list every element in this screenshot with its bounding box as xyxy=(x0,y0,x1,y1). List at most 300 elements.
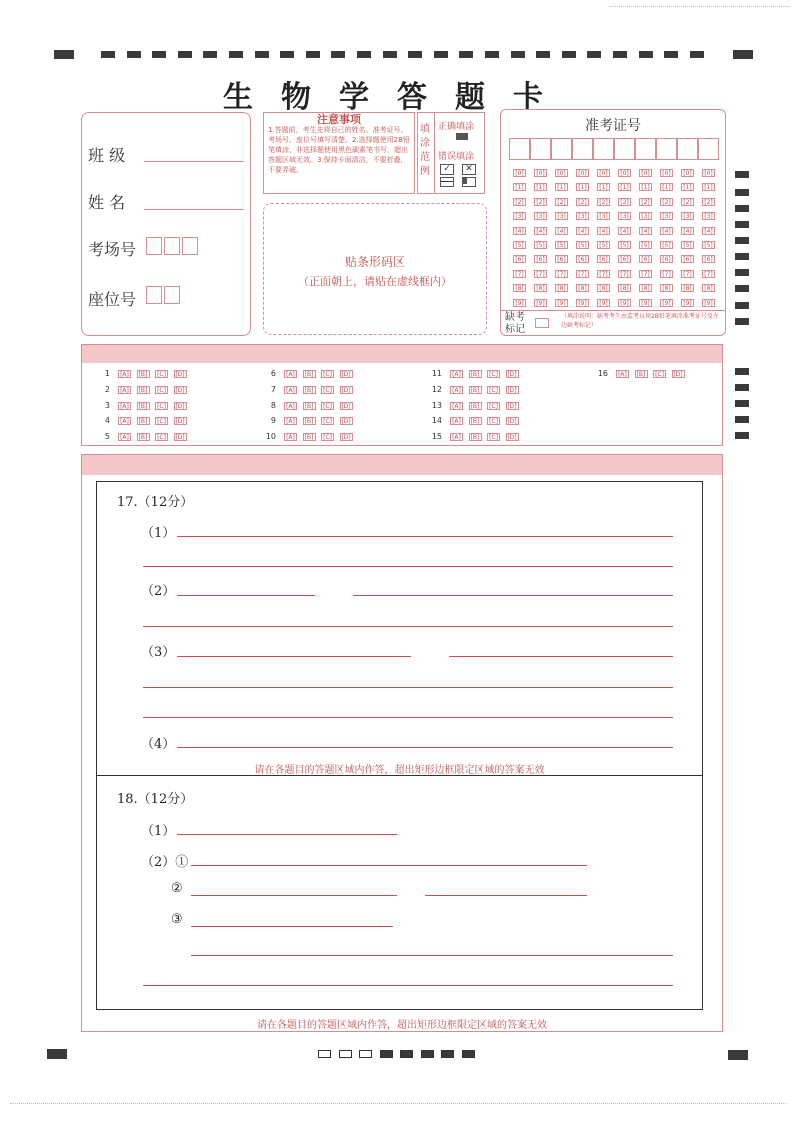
admission-bubble[interactable]: [6] xyxy=(534,255,547,263)
option-bubble[interactable]: [D] xyxy=(175,418,185,426)
option-bubble[interactable]: [B] xyxy=(303,402,316,410)
q18-sub-2: （2）① xyxy=(141,855,189,870)
timing-mark xyxy=(735,237,749,244)
student-info-box xyxy=(81,112,251,336)
option-bubble[interactable]: [D] xyxy=(507,418,517,426)
admission-bubble[interactable]: [9] xyxy=(597,299,610,307)
admission-bubble[interactable]: [3] xyxy=(597,212,610,220)
option-bubble[interactable]: [B] xyxy=(137,370,150,378)
option-bubble[interactable]: [C] xyxy=(487,417,500,425)
q17-2-answer-line[interactable] xyxy=(143,626,673,627)
admission-digit-box[interactable] xyxy=(677,138,698,160)
admission-bubble[interactable]: [1] xyxy=(534,183,547,191)
admission-bubble[interactable]: [8] xyxy=(555,284,568,292)
barcode-hint: （正面朝上，请贴在虚线框内） xyxy=(298,275,452,288)
option-bubble[interactable]: [A] xyxy=(284,370,297,378)
q18-2-answer-line[interactable] xyxy=(191,865,587,866)
q17-2-answer-line[interactable] xyxy=(353,595,673,596)
option-bubble[interactable]: [C] xyxy=(487,402,500,410)
class-field[interactable] xyxy=(144,161,244,162)
question-number: 10 xyxy=(265,432,276,442)
top-dotted-line xyxy=(610,6,790,7)
option-bubble[interactable]: [C] xyxy=(321,386,334,394)
timing-mark xyxy=(735,384,749,391)
admission-bubble[interactable]: [5] xyxy=(534,241,547,249)
timing-mark xyxy=(735,269,749,276)
question-number: 4 xyxy=(104,416,110,426)
question-number: 14 xyxy=(431,416,442,426)
timing-mark xyxy=(735,189,749,196)
admission-bubble[interactable]: [4] xyxy=(639,227,652,235)
timing-mark xyxy=(511,51,525,58)
option-bubble[interactable]: [D] xyxy=(507,386,517,394)
admission-bubble[interactable]: [7] xyxy=(597,270,610,278)
admission-bubble[interactable]: [0] xyxy=(555,169,568,177)
admission-bubble[interactable]: [2] xyxy=(597,198,610,206)
timing-mark xyxy=(229,51,243,58)
option-bubble[interactable]: [A] xyxy=(450,386,463,394)
timing-mark xyxy=(664,51,678,58)
option-bubble[interactable]: [A] xyxy=(118,402,131,410)
fill-example-box xyxy=(417,112,485,194)
admission-digit-box[interactable] xyxy=(698,138,719,160)
timing-mark xyxy=(408,51,422,58)
option-bubble[interactable]: [D] xyxy=(507,402,517,410)
option-bubble[interactable]: [C] xyxy=(487,433,500,441)
admission-digit-box[interactable] xyxy=(635,138,656,160)
admission-bubble[interactable]: [0] xyxy=(702,169,715,177)
class-label: 班 级 xyxy=(88,146,126,165)
timing-mark xyxy=(536,51,550,58)
admission-bubble[interactable]: [6] xyxy=(639,255,652,263)
admission-bubble[interactable]: [9] xyxy=(702,299,715,307)
admission-bubble[interactable]: [7] xyxy=(702,270,715,278)
admission-bubble[interactable]: [4] xyxy=(597,227,610,235)
option-bubble[interactable]: [B] xyxy=(303,433,316,441)
code-mark xyxy=(380,1050,393,1058)
q18-warning: 请在各题目的答题区域内作答，超出矩形边框限定区域的答案无效 xyxy=(257,1020,547,1031)
admission-bubble[interactable]: [7] xyxy=(618,270,631,278)
option-bubble[interactable]: [D] xyxy=(507,434,517,442)
q17-3-answer-line[interactable] xyxy=(143,717,673,718)
admission-bubble[interactable]: [1] xyxy=(660,183,673,191)
admission-bubble[interactable]: [4] xyxy=(534,227,547,235)
admission-bubble[interactable]: [8] xyxy=(639,284,652,292)
timing-mark xyxy=(735,432,749,439)
option-bubble[interactable]: [D] xyxy=(175,434,185,442)
admission-bubble[interactable]: [2] xyxy=(681,198,694,206)
seat-box[interactable] xyxy=(146,286,162,304)
admission-bubble[interactable]: [3] xyxy=(660,212,673,220)
option-bubble[interactable]: [B] xyxy=(303,417,316,425)
admission-bubble[interactable]: [0] xyxy=(618,169,631,177)
code-mark xyxy=(339,1050,352,1058)
option-bubble[interactable]: [A] xyxy=(118,417,131,425)
q17-q18-divider xyxy=(97,775,702,776)
q17-3-answer-line[interactable] xyxy=(449,656,673,657)
seat-box[interactable] xyxy=(164,286,180,304)
admission-bubble[interactable]: [7] xyxy=(534,270,547,278)
admission-bubble[interactable]: [4] xyxy=(702,227,715,235)
bottom-dotted-line xyxy=(10,1103,786,1104)
absent-note: （填涂说明：缺考考生由监考员用2B铅笔填涂准考证号及左边缺考标记） xyxy=(561,313,719,329)
admission-bubble[interactable]: [6] xyxy=(576,255,589,263)
admission-digit-box[interactable] xyxy=(572,138,593,160)
wrong-fill-label: 错误填涂 xyxy=(438,152,475,162)
exam-room-label: 考场号 xyxy=(88,240,137,259)
admission-bubble[interactable]: [9] xyxy=(555,299,568,307)
code-mark xyxy=(441,1050,454,1058)
q17-1-answer-line[interactable] xyxy=(143,566,673,567)
timing-mark xyxy=(562,51,576,58)
option-bubble[interactable]: [B] xyxy=(469,433,482,441)
admission-digit-box[interactable] xyxy=(656,138,677,160)
admission-number-box xyxy=(500,109,726,336)
option-bubble[interactable]: [D] xyxy=(341,386,351,394)
admission-bubble[interactable]: [4] xyxy=(513,227,526,235)
admission-bubble[interactable]: [6] xyxy=(597,255,610,263)
admission-bubble[interactable]: [8] xyxy=(597,284,610,292)
timing-mark xyxy=(255,51,269,58)
option-bubble[interactable]: [B] xyxy=(635,370,648,378)
check-mark-icon: ✓ xyxy=(440,164,454,175)
option-bubble[interactable]: [A] xyxy=(450,370,463,378)
admission-bubble[interactable]: [7] xyxy=(660,270,673,278)
admission-bubble[interactable]: [1] xyxy=(702,183,715,191)
option-bubble[interactable]: [B] xyxy=(303,386,316,394)
timing-mark xyxy=(735,400,749,407)
admission-bubble[interactable]: [5] xyxy=(660,241,673,249)
code-mark xyxy=(462,1050,475,1058)
q18-1-answer-line[interactable] xyxy=(177,834,397,835)
option-bubble[interactable]: [B] xyxy=(469,417,482,425)
admission-bubble[interactable]: [5] xyxy=(702,241,715,249)
admission-bubble[interactable]: [9] xyxy=(660,299,673,307)
q18-2b-answer-line[interactable] xyxy=(425,895,587,896)
q18-2b-answer-line[interactable] xyxy=(191,895,397,896)
admission-bubble[interactable]: [8] xyxy=(660,284,673,292)
admission-bubble[interactable]: [3] xyxy=(513,212,526,220)
admission-bubble[interactable]: [9] xyxy=(681,299,694,307)
admission-title: 准考证号 xyxy=(585,118,641,134)
option-bubble[interactable]: [C] xyxy=(321,433,334,441)
timing-mark xyxy=(735,416,749,423)
admission-bubble[interactable]: [5] xyxy=(555,241,568,249)
timing-mark xyxy=(203,51,217,58)
timing-mark xyxy=(357,51,371,58)
option-bubble[interactable]: [A] xyxy=(616,370,629,378)
admission-bubble[interactable]: [0] xyxy=(681,169,694,177)
admission-bubble[interactable]: [4] xyxy=(618,227,631,235)
exam-room-box[interactable] xyxy=(146,237,162,255)
admission-digit-box[interactable] xyxy=(509,138,530,160)
admission-bubble[interactable]: [8] xyxy=(681,284,694,292)
q18-answer-line[interactable] xyxy=(143,985,673,986)
option-bubble[interactable]: [B] xyxy=(137,417,150,425)
timing-mark xyxy=(735,205,749,212)
option-bubble[interactable]: [D] xyxy=(341,371,351,378)
half-fill-mark-icon xyxy=(462,177,476,187)
q18-answer-line[interactable] xyxy=(191,955,673,956)
option-bubble[interactable]: [B] xyxy=(469,386,482,394)
option-bubble[interactable]: [A] xyxy=(284,433,297,441)
admission-bubble[interactable]: [8] xyxy=(702,284,715,292)
admission-digit-box[interactable] xyxy=(614,138,635,160)
admission-bubble[interactable]: [3] xyxy=(534,212,547,220)
option-bubble[interactable]: [D] xyxy=(341,402,351,410)
admission-bubble[interactable]: [7] xyxy=(681,270,694,278)
admission-bubble[interactable]: [1] xyxy=(639,183,652,191)
admission-bubble[interactable]: [3] xyxy=(702,212,715,220)
admission-bubble[interactable]: [2] xyxy=(702,198,715,206)
option-bubble[interactable]: [B] xyxy=(137,433,150,441)
option-bubble[interactable]: [A] xyxy=(118,433,131,441)
timing-mark xyxy=(733,50,753,59)
timing-mark xyxy=(485,51,499,58)
timing-mark xyxy=(459,51,473,58)
timing-mark xyxy=(587,51,601,58)
admission-bubble[interactable]: [2] xyxy=(534,198,547,206)
option-bubble[interactable]: [C] xyxy=(321,417,334,425)
question-number: 9 xyxy=(270,416,276,426)
code-mark xyxy=(400,1050,413,1058)
option-bubble[interactable]: [C] xyxy=(487,386,500,394)
admission-bubble[interactable]: [4] xyxy=(660,227,673,235)
admission-bubble[interactable]: [2] xyxy=(660,198,673,206)
admission-bubble[interactable]: [5] xyxy=(513,241,526,249)
barcode-area[interactable] xyxy=(263,203,487,335)
admission-bubble[interactable]: [7] xyxy=(555,270,568,278)
cross-mark-icon: ✕ xyxy=(462,164,476,175)
corner-mark xyxy=(728,1050,748,1060)
admission-bubble[interactable]: [8] xyxy=(618,284,631,292)
timing-mark xyxy=(735,171,749,178)
admission-bubble[interactable]: [4] xyxy=(555,227,568,235)
code-mark xyxy=(359,1050,372,1058)
option-bubble[interactable]: [D] xyxy=(175,402,185,410)
timing-mark xyxy=(735,302,749,309)
option-bubble[interactable]: [C] xyxy=(155,386,168,394)
timing-mark xyxy=(735,221,749,228)
option-bubble[interactable]: [C] xyxy=(155,370,168,378)
admission-bubble[interactable]: [6] xyxy=(681,255,694,263)
admission-digit-box[interactable] xyxy=(551,138,572,160)
timing-mark xyxy=(152,51,166,58)
option-bubble[interactable]: [C] xyxy=(321,370,334,378)
admission-bubble[interactable]: [7] xyxy=(513,270,526,278)
option-bubble[interactable]: [C] xyxy=(487,370,500,378)
admission-bubble[interactable]: [3] xyxy=(639,212,652,220)
question-number: 12 xyxy=(431,384,442,394)
admission-bubble[interactable]: [0] xyxy=(660,169,673,177)
admission-bubble[interactable]: [6] xyxy=(513,255,526,263)
absent-label: 缺考标记 xyxy=(505,312,525,335)
multiple-choice-header-bar xyxy=(82,345,722,363)
option-bubble[interactable]: [C] xyxy=(155,402,168,410)
q17-1-answer-line[interactable] xyxy=(177,536,673,537)
admission-bubble[interactable]: [4] xyxy=(681,227,694,235)
timing-mark xyxy=(434,51,448,58)
option-bubble[interactable]: [B] xyxy=(303,370,316,378)
admission-bubble[interactable]: [3] xyxy=(555,212,568,220)
question-number: 8 xyxy=(270,400,276,410)
option-bubble[interactable]: [C] xyxy=(321,402,334,410)
timing-mark xyxy=(280,51,294,58)
notes-text: 1.答题前，考生先将自己的姓名、准考证号、考场号、座位号填写清楚。2.选择题使用2B铅笔填涂，非选择题使用黑色碳素笔书写，超出答题区域无效。3.保持卡面清洁，不要折叠，不要弄破。 xyxy=(268,126,410,174)
question-number: 11 xyxy=(431,369,442,378)
option-bubble[interactable]: [D] xyxy=(673,371,683,378)
admission-bubble[interactable]: [2] xyxy=(555,198,568,206)
q17-sub-4: （4） xyxy=(141,737,176,752)
timing-mark xyxy=(735,253,749,260)
option-bubble[interactable]: [A] xyxy=(118,370,131,378)
q18-title: 18.（12分） xyxy=(117,792,194,807)
name-field[interactable] xyxy=(144,209,244,210)
option-bubble[interactable]: [B] xyxy=(137,402,150,410)
admission-bubble[interactable]: [4] xyxy=(576,227,589,235)
admission-bubble[interactable]: [5] xyxy=(597,241,610,249)
timing-mark xyxy=(127,51,141,58)
option-bubble[interactable]: [C] xyxy=(653,370,666,378)
admission-bubble[interactable]: [0] xyxy=(639,169,652,177)
strike-mark-icon xyxy=(440,177,454,187)
admission-bubble[interactable]: [5] xyxy=(681,241,694,249)
q18-sub-2b: ② xyxy=(171,881,183,896)
admission-bubble[interactable]: [1] xyxy=(555,183,568,191)
admission-bubble[interactable]: [2] xyxy=(639,198,652,206)
answer-header-bar xyxy=(82,455,722,475)
admission-bubble[interactable]: [8] xyxy=(513,284,526,292)
option-bubble[interactable]: [C] xyxy=(155,433,168,441)
correct-fill-label: 正确填涂 xyxy=(438,122,475,132)
admission-bubble[interactable]: [5] xyxy=(576,241,589,249)
q17-title: 17.（12分） xyxy=(117,495,194,510)
absent-bubble[interactable] xyxy=(535,318,549,328)
timing-mark xyxy=(735,368,749,375)
fill-example-divider xyxy=(434,113,435,193)
option-bubble[interactable]: [B] xyxy=(137,386,150,394)
exam-room-box[interactable] xyxy=(182,237,198,255)
timing-mark xyxy=(735,318,749,325)
admission-bubble[interactable]: [8] xyxy=(534,284,547,292)
admission-bubble[interactable]: [5] xyxy=(639,241,652,249)
admission-bubble[interactable]: [6] xyxy=(660,255,673,263)
option-bubble[interactable]: [B] xyxy=(469,370,482,378)
corner-mark xyxy=(47,1049,67,1059)
option-bubble[interactable]: [A] xyxy=(450,402,463,410)
option-bubble[interactable]: [C] xyxy=(155,417,168,425)
admission-bubble[interactable]: [1] xyxy=(597,183,610,191)
q17-sub-3: （3） xyxy=(141,645,176,660)
admission-bubble[interactable]: [3] xyxy=(576,212,589,220)
admission-bubble[interactable]: [9] xyxy=(639,299,652,307)
question-number: 16 xyxy=(597,369,608,378)
admission-bubble[interactable]: [6] xyxy=(618,255,631,263)
question-number: 13 xyxy=(431,400,442,410)
q18-sub-2c: ③ xyxy=(171,912,183,927)
admission-bubble[interactable]: [5] xyxy=(618,241,631,249)
question-number: 15 xyxy=(431,432,442,442)
timing-mark xyxy=(178,51,192,58)
admission-bubble[interactable]: [9] xyxy=(576,299,589,307)
q18-sub-1: （1） xyxy=(141,824,176,839)
timing-mark xyxy=(690,51,704,58)
admission-bubble[interactable]: [2] xyxy=(513,198,526,206)
fill-example-side-label: 填涂范例 xyxy=(420,124,430,177)
admission-divider xyxy=(501,310,725,311)
seat-label: 座位号 xyxy=(88,290,137,309)
timing-mark xyxy=(735,285,749,292)
q17-4-answer-line[interactable] xyxy=(177,747,673,748)
option-bubble[interactable]: [D] xyxy=(341,418,351,426)
admission-bubble[interactable]: [0] xyxy=(597,169,610,177)
multiple-choice-section xyxy=(81,344,723,446)
exam-room-box[interactable] xyxy=(164,237,180,255)
admission-bubble[interactable]: [9] xyxy=(513,299,526,307)
admission-bubble[interactable]: [3] xyxy=(681,212,694,220)
admission-bubble[interactable]: [7] xyxy=(639,270,652,278)
admission-bubble[interactable]: [6] xyxy=(555,255,568,263)
q17-3-answer-line[interactable] xyxy=(143,687,673,688)
admission-digit-box[interactable] xyxy=(530,138,551,160)
option-bubble[interactable]: [A] xyxy=(284,402,297,410)
admission-bubble[interactable]: [9] xyxy=(618,299,631,307)
timing-mark xyxy=(54,50,74,59)
admission-bubble[interactable]: [1] xyxy=(576,183,589,191)
question-number: 1 xyxy=(104,369,110,378)
admission-bubble[interactable]: [1] xyxy=(681,183,694,191)
option-bubble[interactable]: [A] xyxy=(118,386,131,394)
admission-bubble[interactable]: [2] xyxy=(576,198,589,206)
admission-bubble[interactable]: [3] xyxy=(618,212,631,220)
q17-2-answer-line[interactable] xyxy=(177,595,315,596)
correct-fill-sample xyxy=(456,133,468,140)
q18-2c-answer-line[interactable] xyxy=(191,926,393,927)
option-bubble[interactable]: [A] xyxy=(450,433,463,441)
option-bubble[interactable]: [D] xyxy=(341,434,351,442)
admission-bubble[interactable]: [6] xyxy=(702,255,715,263)
admission-bubble[interactable]: [0] xyxy=(534,169,547,177)
timing-mark xyxy=(613,51,627,58)
option-bubble[interactable]: [D] xyxy=(175,386,185,394)
notes-heading: 注意事项 xyxy=(317,113,361,126)
admission-bubble[interactable]: [8] xyxy=(576,284,589,292)
barcode-title: 贴条形码区 xyxy=(344,255,405,269)
question-number: 2 xyxy=(104,384,110,394)
option-bubble[interactable]: [D] xyxy=(175,371,185,378)
admission-bubble[interactable]: [7] xyxy=(576,270,589,278)
option-bubble[interactable]: [B] xyxy=(469,402,482,410)
admission-bubble[interactable]: [0] xyxy=(513,169,526,177)
option-bubble[interactable]: [A] xyxy=(450,417,463,425)
admission-bubble[interactable]: [0] xyxy=(576,169,589,177)
admission-bubble[interactable]: [1] xyxy=(513,183,526,191)
notes-box xyxy=(263,112,415,194)
option-bubble[interactable]: [D] xyxy=(507,371,517,378)
question-number: 3 xyxy=(104,400,110,410)
timing-mark xyxy=(639,51,653,58)
admission-bubble[interactable]: [9] xyxy=(534,299,547,307)
q17-3-answer-line[interactable] xyxy=(177,656,411,657)
option-bubble[interactable]: [A] xyxy=(284,386,297,394)
admission-digit-box[interactable] xyxy=(593,138,614,160)
code-mark xyxy=(421,1050,434,1058)
admission-bubble[interactable]: [2] xyxy=(618,198,631,206)
admission-bubble[interactable]: [1] xyxy=(618,183,631,191)
timing-mark xyxy=(331,51,345,58)
question-number: 5 xyxy=(104,432,110,442)
option-bubble[interactable]: [A] xyxy=(284,417,297,425)
